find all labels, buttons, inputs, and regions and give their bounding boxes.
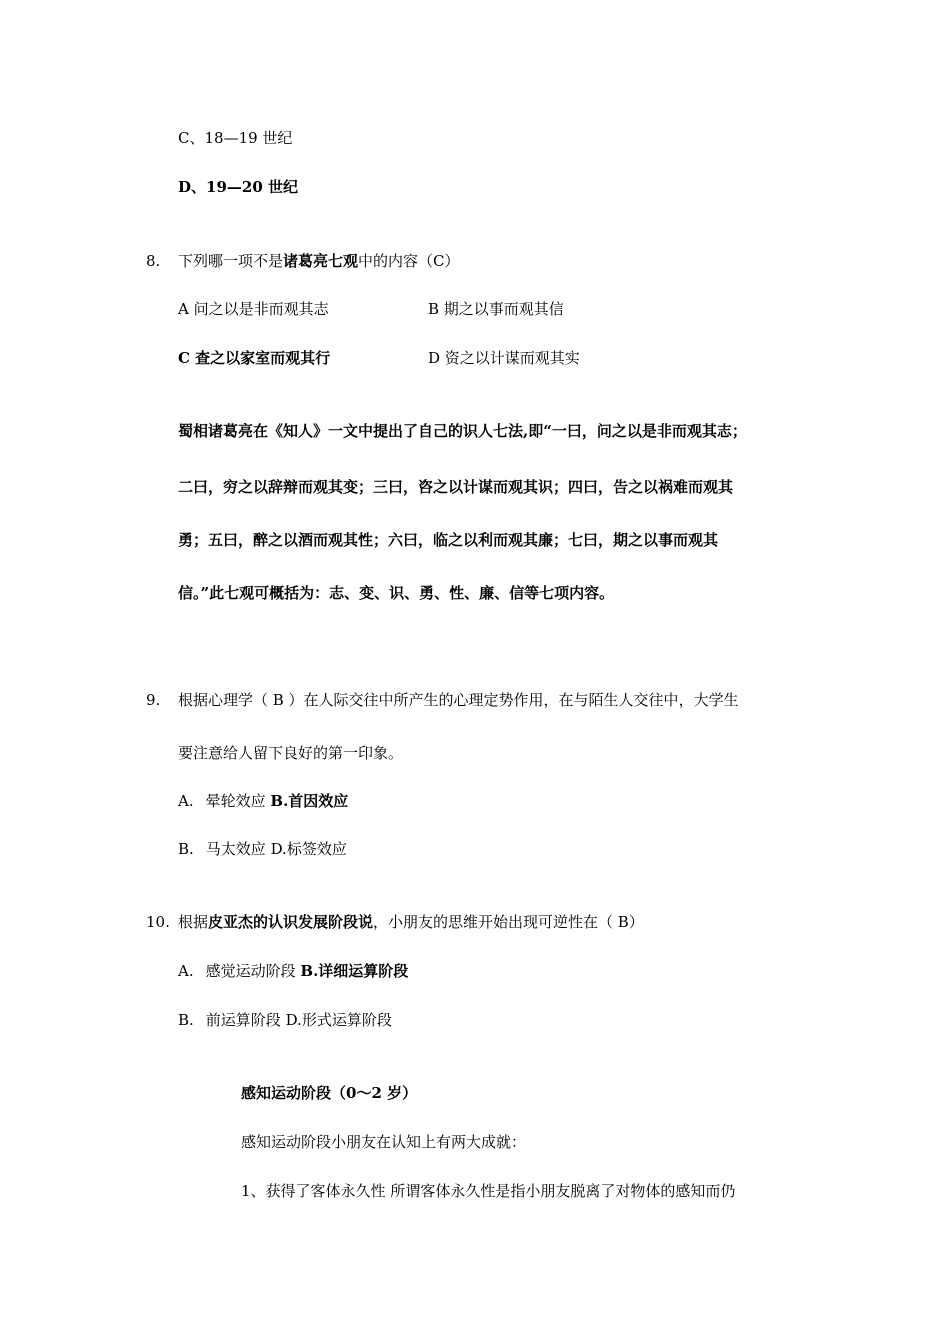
q8-stem-pre: 下列哪一项不是	[178, 252, 284, 270]
q9-number: 9.	[146, 691, 161, 709]
q9-option-row-1	[178, 791, 348, 811]
q10-option-row-1	[178, 961, 408, 981]
q8-explanation-line-1: 蜀相诸葛亮在《知人》一文中提出了自己的识人七法,即“一曰，问之以是非而观其志；	[178, 422, 747, 440]
q9-option-label-b: B.	[178, 840, 194, 858]
q8-stem-bold: 诸葛亮七观	[283, 252, 359, 270]
q8-explanation-line-2: 二曰，穷之以辞辩而观其变；三曰，咨之以计谋而观其识；四曰，告之以祸难而观其	[178, 478, 734, 496]
q10-option-b: B.详细运算阶段	[300, 962, 409, 980]
q8-number: 8.	[146, 252, 161, 270]
q8-explanation-line-4: 信。”此七观可概括为：志、变、识、勇、性、廉、信等七项内容。	[178, 584, 615, 602]
q10-section-line-1: 感知运动阶段小朋友在认知上有两大成就：	[241, 1133, 527, 1151]
q10-option-row-2	[178, 1010, 392, 1030]
q8-option-b: B 期之以事而观其信	[428, 300, 564, 318]
q9-stem-line-1: 根据心理学（ B ）在人际交往中所产生的心理定势作用，在与陌生人交往中，大学生	[178, 691, 739, 709]
q9-option-a: 晕轮效应	[205, 792, 266, 810]
q10-section-title: 感知运动阶段（0～2 岁）	[241, 1084, 418, 1102]
q7-option-c: C、18—19 世纪	[178, 129, 293, 147]
q10-stem-post: ，小朋友的思维开始出现可逆性在（ B）	[373, 913, 644, 931]
q10-option-label-a: A.	[178, 962, 194, 980]
q8-stem-post: 中的内容（C）	[358, 252, 460, 270]
q9-option-b: B.首因效应	[270, 792, 349, 810]
q9-stem-line-2: 要注意给人留下良好的第一印象。	[178, 744, 404, 762]
q10-option-label-b: B.	[178, 1011, 194, 1029]
q8-option-d: D 资之以计谋而观其实	[428, 349, 580, 367]
q8-option-a: A 问之以是非而观其志	[178, 300, 329, 318]
q8-explanation-line-3: 勇；五曰，醉之以酒而观其性；六曰，临之以利而观其廉；七曰，期之以事而观其	[178, 531, 719, 549]
q8-stem	[178, 251, 460, 271]
q10-stem-pre: 根据	[178, 913, 209, 931]
q7-option-d: D、19—20 世纪	[178, 178, 298, 196]
q10-option-a: 感觉运动阶段	[205, 962, 296, 980]
q8-option-c: C 查之以家室而观其行	[178, 349, 331, 367]
q10-stem-bold: 皮亚杰的认识发展阶段说	[208, 913, 374, 931]
q10-section-line-2: 1、获得了客体永久性 所谓客体永久性是指小朋友脱离了对物体的感知而仍	[241, 1182, 736, 1200]
q10-option-c-d: 前运算阶段 D.形式运算阶段	[205, 1011, 392, 1029]
q9-option-label-a: A.	[178, 792, 194, 810]
q9-option-row-2	[178, 839, 347, 859]
q10-number: 10.	[146, 913, 170, 931]
q10-stem	[178, 912, 644, 932]
q9-option-c-d: 马太效应 D.标签效应	[205, 840, 347, 858]
